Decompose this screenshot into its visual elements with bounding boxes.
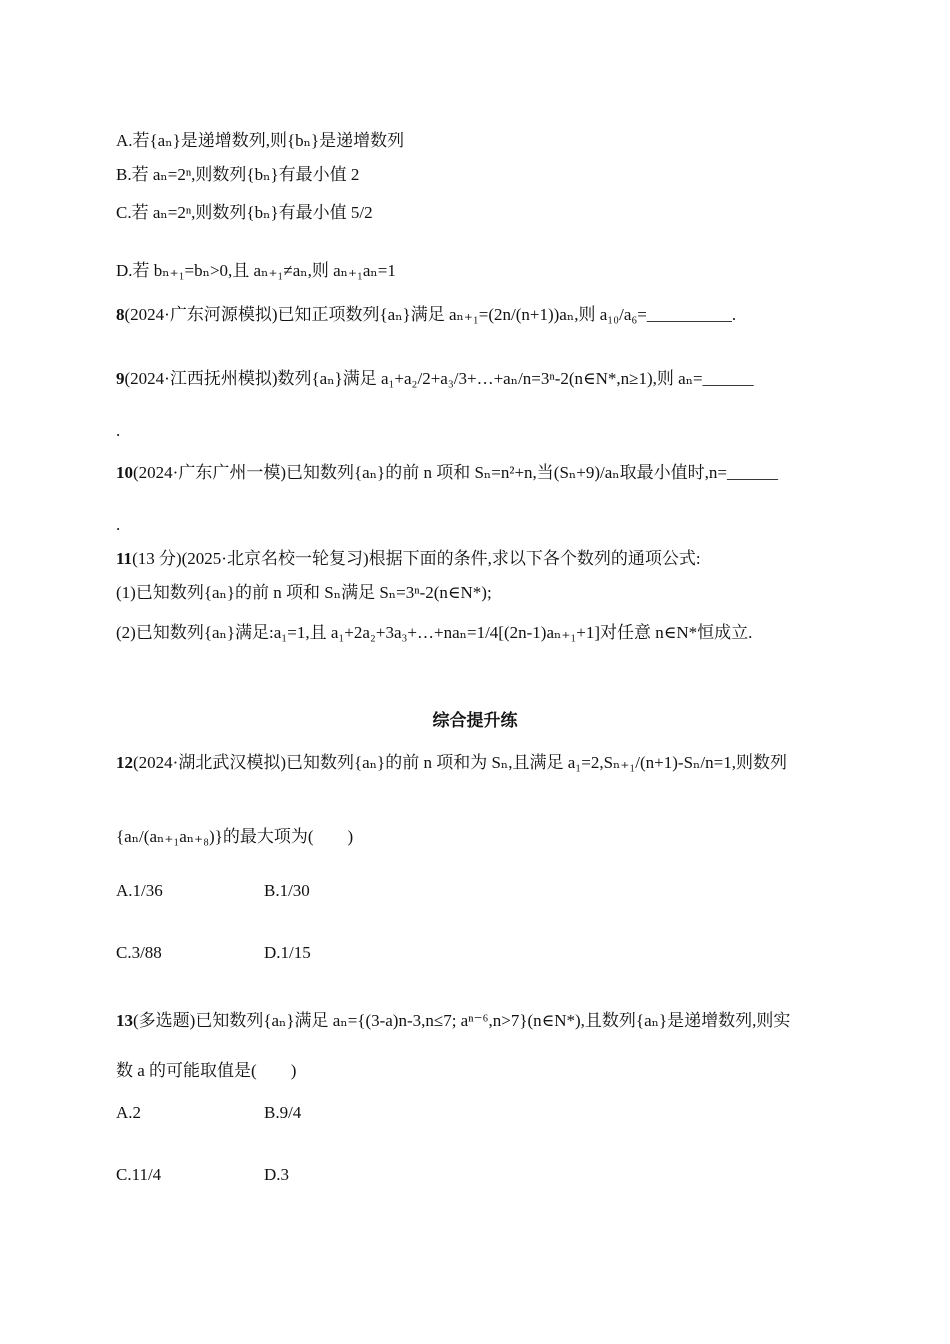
question-10-number: 10	[116, 463, 133, 482]
q12-option-a: A.1/36	[116, 881, 163, 900]
question-13-stem-2: 数 a 的可能取值是( )	[116, 1061, 297, 1080]
question-9-stem: 数列{aₙ}满足 a₁+a₂/2+a₃/3+…+aₙ/n=3ⁿ-2(n∈N*,n≥1),则 aₙ=______	[277, 369, 754, 388]
q13-option-a: A.2	[116, 1103, 142, 1122]
question-13-number: 13	[116, 1011, 133, 1030]
question-13-stem: 已知数列{aₙ}满足 aₙ={(3-a)n-3,n≤7; aⁿ⁻⁶,n>7}(n∈N*),且数列{aₙ}是递增数列,则实	[195, 1011, 791, 1030]
question-12	[116, 752, 787, 774]
question-12-number: 12	[116, 753, 133, 772]
question-11-part-1: (1)已知数列{aₙ}的前 n 项和 Sₙ满足 Sₙ=3ⁿ-2(n∈N*);	[116, 583, 492, 602]
q7-option-b: B.若 aₙ=2ⁿ,则数列{bₙ}有最小值 2	[116, 165, 360, 184]
q13-option-b: B.9/4	[264, 1103, 302, 1122]
question-9-source: (2024·江西抚州模拟)	[124, 369, 278, 388]
question-11	[116, 548, 701, 570]
question-11-stem: 根据下面的条件,求以下各个数列的通项公式:	[368, 549, 701, 568]
question-13	[116, 1010, 790, 1032]
question-10-stem: 已知数列{aₙ}的前 n 项和 Sₙ=n²+n,当(Sₙ+9)/aₙ取最小值时,n=______	[285, 463, 778, 482]
question-11-score: (13 分)	[132, 549, 182, 568]
question-9-number: 9	[116, 369, 125, 388]
q7-option-c: C.若 aₙ=2ⁿ,则数列{bₙ}有最小值 5/2	[116, 203, 373, 222]
question-8-stem: 已知正项数列{aₙ}满足 aₙ₊₁=(2n/(n+1))aₙ,则 a₁₀/a₆=__________.	[277, 305, 737, 324]
q12-option-b: B.1/30	[264, 881, 310, 900]
section-heading: 综合提升练	[432, 711, 518, 731]
q12-option-c: C.3/88	[116, 943, 162, 962]
question-10	[116, 462, 778, 484]
question-8	[116, 304, 736, 326]
q13-option-d: D.3	[264, 1165, 290, 1184]
q13-option-c: C.11/4	[116, 1165, 162, 1184]
question-12-stem: 已知数列{aₙ}的前 n 项和为 Sₙ,且满足 a₁=2,Sₙ₊₁/(n+1)-Sₙ/n=1,则数列	[285, 753, 787, 772]
question-9	[116, 368, 754, 390]
q12-option-d: D.1/15	[264, 943, 311, 962]
question-10-source: (2024·广东广州一模)	[133, 463, 286, 482]
question-12-stem-2: {aₙ/(aₙ₊₁aₙ₊₈)}的最大项为( )	[116, 827, 354, 846]
question-9-end: .	[116, 421, 121, 440]
question-8-number: 8	[116, 305, 125, 324]
q7-option-d: D.若 bₙ₊₁=bₙ>0,且 aₙ₊₁≠aₙ,则 aₙ₊₁aₙ=1	[116, 261, 396, 280]
question-8-source: (2024·广东河源模拟)	[124, 305, 278, 324]
question-11-number: 11	[116, 549, 133, 568]
question-12-source: (2024·湖北武汉模拟)	[133, 753, 286, 772]
question-11-source: (2025·北京名校一轮复习)	[181, 549, 369, 568]
question-10-end: .	[116, 515, 121, 534]
q7-option-a: A.若{aₙ}是递增数列,则{bₙ}是递增数列	[116, 131, 405, 150]
question-11-part-2: (2)已知数列{aₙ}满足:a₁=1,且 a₁+2a₂+3a₃+…+naₙ=1/4[(2n-1)aₙ₊₁+1]对任意 n∈N*恒成立.	[116, 623, 753, 642]
question-13-type: (多选题)	[133, 1011, 196, 1030]
